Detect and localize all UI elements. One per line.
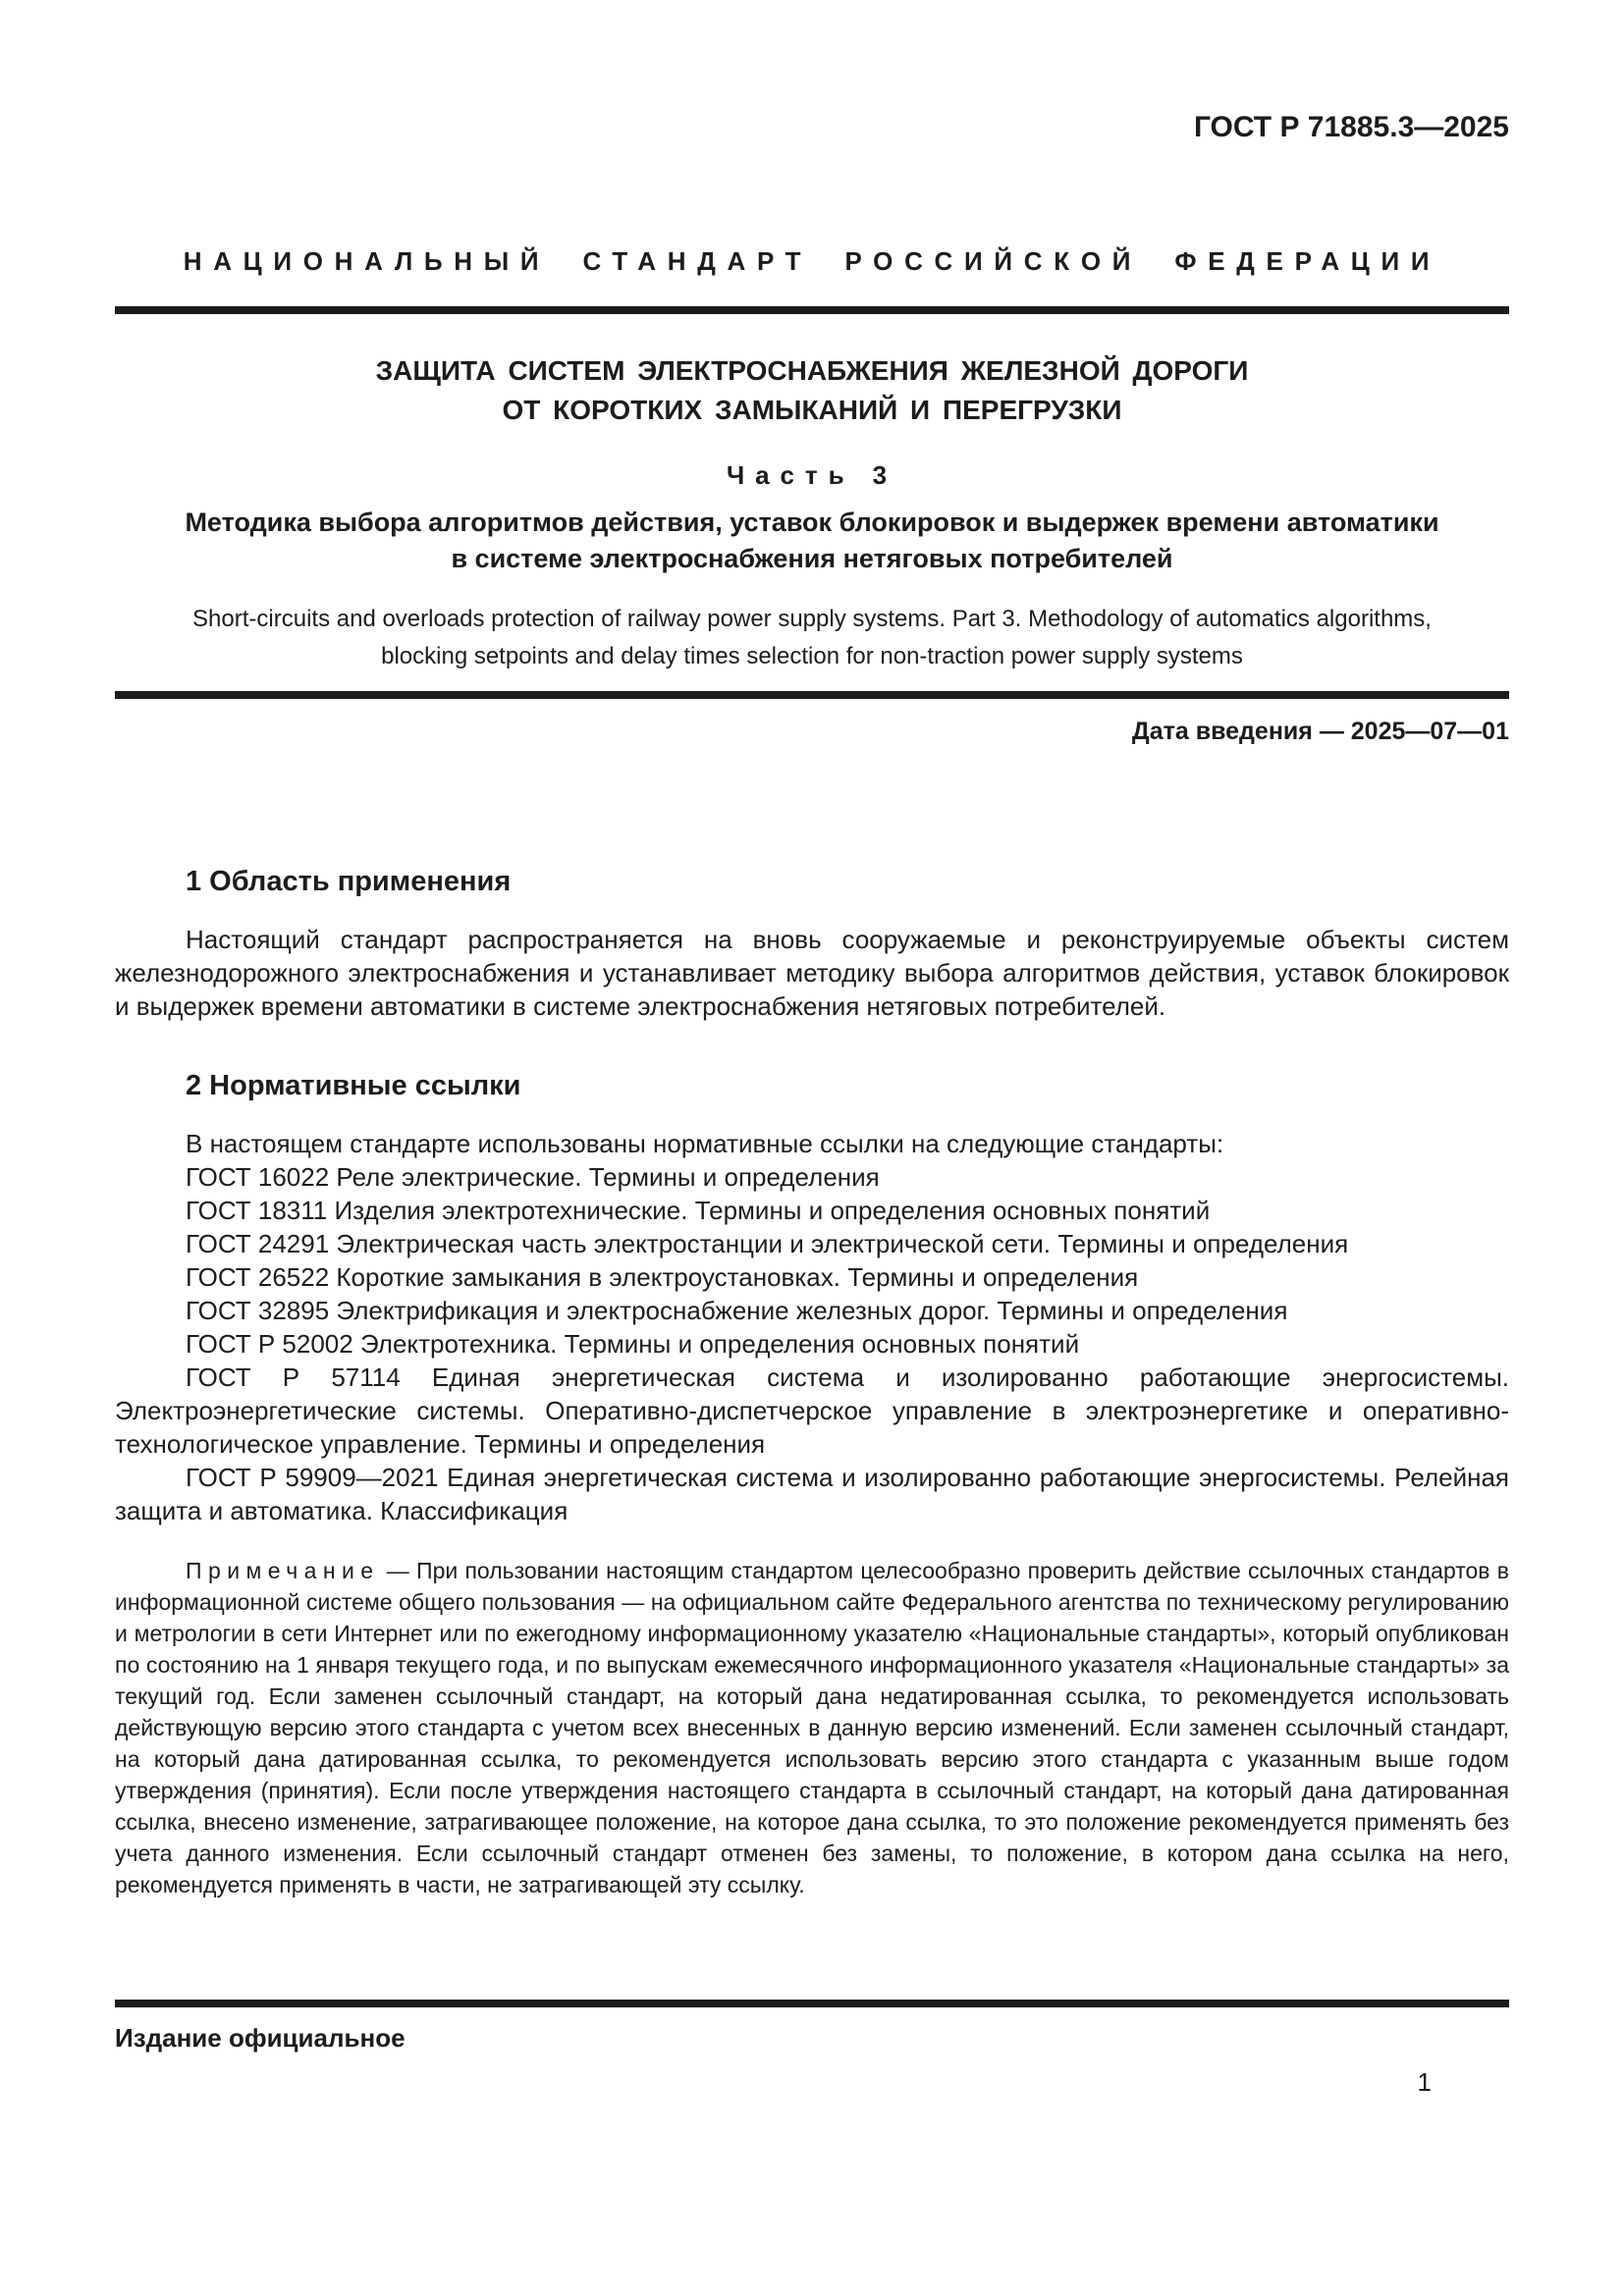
standard-number: ГОСТ Р 71885.3—2025 — [1193, 111, 1509, 143]
section-2-heading: 2 Нормативные ссылки — [186, 1070, 521, 1101]
section-1-heading: 1 Область применения — [186, 866, 512, 897]
introduction-date: Дата введения — 2025—07—01 — [1131, 718, 1509, 745]
reference-item: ГОСТ Р 59909—2021 Единая энергетическая система и изолированно работающие энергосистемы. Релейная защита и автоматика. Классификация — [115, 1463, 1509, 1525]
page-footer — [115, 2000, 1509, 2054]
reference-item: ГОСТ Р 57114 Единая энергетическая система и изолированно работающие энергосистемы. Электроэнергетические системы. Оперативно-диспетчерское управление в электроэнергетике и оперативно-технологическое управление. Термины и определения — [115, 1362, 1509, 1459]
section-2-intro: В настоящем стандарте использованы нормативные ссылки на следующие стандарты: — [186, 1129, 1224, 1158]
note-label: Примечание — [186, 1558, 380, 1583]
english-title — [115, 601, 1509, 675]
horizontal-rule-top — [115, 306, 1509, 314]
subtitle-line-2: в системе электроснабжения нетяговых потребителей — [451, 544, 1173, 573]
part-label: Часть 3 — [726, 460, 898, 490]
reference-item: ГОСТ Р 52002 Электротехника. Термины и определения основных понятий — [186, 1329, 1080, 1359]
subtitle-line-1: Методика выбора алгоритмов действия, уставок блокировок и выдержек времени автоматики — [185, 507, 1439, 537]
english-title-line-2: blocking setpoints and delay times selection for non-traction power supply systems — [381, 643, 1243, 669]
note-text: — При пользовании настоящим стандартом целесообразно проверить действие ссылочных стандартов в информационной системе общего пользования — на официальном сайте Федерального агентства по техническому регулированию и метрологии в сети Интернет или по ежегодному информационному указателю «Национальные стандарты», который опубликован по состоянию на 1 января текущего года, и по выпускам ежемесячного информационного указателя «Национальные стандарты» за текущий год. Если заменен ссылочный стандарт, на который дана недатированная ссылка, то рекомендуется использовать действующую версию этого стандарта с учетом всех внесенных в данную версию изменений. Если заменен ссылочный стандарт, на который дана датированная ссылка, то рекомендуется использовать версию этого стандарта с указанным выше годом утверждения (принятия). Если после утверждения настоящего стандарта в ссылочный стандарт, на который дана датированная ссылка, внесено изменение, затрагивающее положение, на которое дана ссылка, то это положение рекомендуется применять без учета данного изменения. Если ссылочный стандарт отменен без замены, то положение, в котором дана ссылка на него, рекомендуется применять в части, не затрагивающей эту ссылку. — [115, 1558, 1509, 1897]
reference-item: ГОСТ 24291 Электрическая часть электростанции и электрической сети. Термины и определения — [186, 1229, 1349, 1258]
national-standard-heading: НАЦИОНАЛЬНЫЙ СТАНДАРТ РОССИЙСКОЙ ФЕДЕРАЦИИ — [183, 246, 1441, 276]
english-title-line-1: Short-circuits and overloads protection of railway power supply systems. Part 3. Methodology of automatics algorithms, — [192, 606, 1432, 632]
page-number: 1 — [1417, 2067, 1432, 2097]
document-title-line-2: ОТ КОРОТКИХ ЗАМЫКАНИЙ И ПЕРЕГРУЗКИ — [502, 395, 1122, 425]
section-1-paragraph: Настоящий стандарт распространяется на вновь сооружаемые и реконструируемые объекты систем железнодорожного электроснабжения и устанавливает методику выбора алгоритмов действия, уставок блокировок и выдержек времени автоматики в системе электроснабжения нетяговых потребителей. — [115, 925, 1509, 1021]
horizontal-rule-middle — [115, 691, 1509, 699]
reference-item: ГОСТ 16022 Реле электрические. Термины и определения — [186, 1162, 880, 1192]
reference-item: ГОСТ 18311 Изделия электротехнические. Термины и определения основных понятий — [186, 1196, 1211, 1225]
note-paragraph — [115, 1555, 1509, 1900]
reference-item: ГОСТ 26522 Короткие замыкания в электроустановках. Термины и определения — [186, 1262, 1139, 1292]
document-title-line-1: ЗАЩИТА СИСТЕМ ЭЛЕКТРОСНАБЖЕНИЯ ЖЕЛЕЗНОЙ ДОРОГИ — [375, 355, 1249, 386]
reference-item: ГОСТ 32895 Электрификация и электроснабжение железных дорог. Термины и определения — [186, 1296, 1288, 1325]
horizontal-rule-bottom — [115, 2000, 1509, 2007]
official-edition-label: Издание официальное — [115, 2023, 406, 2053]
